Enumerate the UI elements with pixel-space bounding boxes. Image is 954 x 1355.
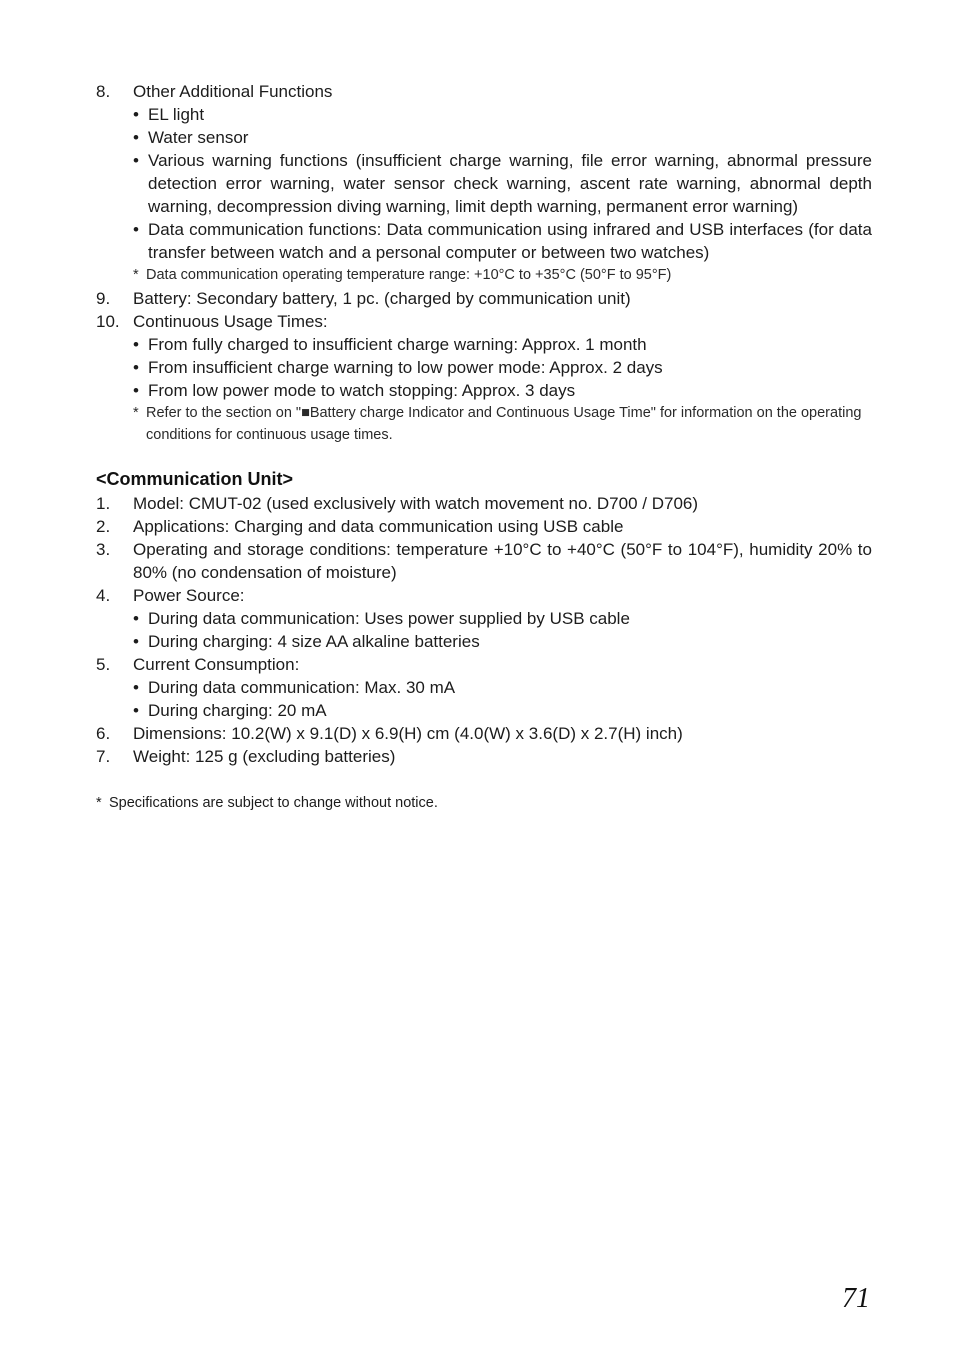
item-text: Dimensions: 10.2(W) x 9.1(D) x 6.9(H) cm (4.0(W) x 3.6(D) x 2.7(H) inch)	[133, 723, 683, 743]
bullet-marker: •	[133, 608, 139, 628]
item-text: Operating and storage conditions: temperature +10°C to +40°C (50°F to 104°F), humidity 20% to 80% (no condensation of moisture)	[133, 539, 872, 582]
section-heading: <Communication Unit>	[96, 468, 294, 489]
bullet-marker: •	[133, 631, 139, 651]
bullet-text: Data communication functions: Data communication using infrared and USB interfaces (for data transfer between watch and a personal computer or between two watches)	[148, 220, 872, 262]
bullet-text: During data communication: Max. 30 mA	[148, 677, 456, 697]
numbered-item	[96, 80, 872, 103]
numbered-item	[96, 745, 872, 768]
bullet-item	[96, 607, 872, 630]
item-number: 2.	[96, 516, 111, 536]
item-text: Battery: Secondary battery, 1 pc. (charged by communication unit)	[133, 288, 631, 308]
item-text: Other Additional Functions	[133, 82, 333, 101]
item-text: Weight: 125 g (excluding batteries)	[133, 746, 396, 766]
bullet-item	[96, 126, 872, 149]
bullet-text: EL light	[148, 105, 205, 124]
item-number: 1.	[96, 493, 111, 513]
item-number: 9.	[96, 288, 111, 308]
bullet-item	[96, 218, 872, 264]
bullet-text: Water sensor	[148, 128, 249, 147]
bullet-marker: •	[133, 220, 139, 239]
item-number: 7.	[96, 746, 111, 766]
bullet-text: Various warning functions (insufficient charge warning, file error warning, abnormal pressure detection error warning, water sensor check warning, ascent rate warning, abnormal depth warning, decompression diving warning, limit depth warning, permanent error warning)	[148, 151, 872, 216]
asterisk-marker: *	[133, 267, 139, 283]
bullet-item	[96, 379, 872, 402]
bullet-item	[96, 103, 872, 126]
numbered-item	[96, 722, 872, 745]
note-text: Data communication operating temperature range: +10°C to +35°C (50°F to 95°F)	[146, 267, 672, 283]
footnote-item	[96, 792, 872, 814]
bullet-text: During charging: 20 mA	[148, 700, 327, 720]
bullet-text: From low power mode to watch stopping: Approx. 3 days	[148, 380, 576, 400]
bullet-item	[96, 630, 872, 653]
bullet-text: During charging: 4 size AA alkaline batteries	[148, 631, 480, 651]
note-item	[96, 402, 872, 447]
item-text: Model: CMUT-02 (used exclusively with watch movement no. D700 / D706)	[133, 493, 699, 513]
bullet-item	[96, 356, 872, 379]
bullet-marker: •	[133, 357, 139, 377]
note-text: Refer to the section on "■Battery charge Indicator and Continuous Usage Time" for information on the operating conditions for continuous usage times.	[146, 404, 862, 443]
numbered-item	[96, 515, 872, 538]
item-number: 8.	[96, 82, 111, 101]
page-number: 71	[842, 1283, 870, 1314]
item-number: 6.	[96, 723, 111, 743]
bullet-text: From insufficient charge warning to low power mode: Approx. 2 days	[148, 357, 663, 377]
document-body	[96, 80, 872, 814]
item-number: 4.	[96, 585, 111, 605]
numbered-item	[96, 287, 872, 310]
bullet-item	[96, 149, 872, 218]
bullet-item	[96, 333, 872, 356]
bullet-text: From fully charged to insufficient charge warning: Approx. 1 month	[148, 334, 647, 354]
item-text: Continuous Usage Times:	[133, 311, 328, 331]
bullet-marker: •	[133, 105, 139, 124]
bullet-marker: •	[133, 334, 139, 354]
note-item	[96, 264, 872, 287]
item-number: 5.	[96, 654, 111, 674]
footnote-text: Specifications are subject to change without notice.	[109, 794, 438, 811]
bullet-marker: •	[133, 677, 139, 697]
bullet-marker: •	[133, 700, 139, 720]
bullet-marker: •	[133, 151, 139, 170]
asterisk-marker: *	[96, 794, 102, 811]
item-text: Current Consumption:	[133, 654, 300, 674]
bullet-marker: •	[133, 128, 139, 147]
item-number: 3.	[96, 539, 111, 559]
numbered-item	[96, 538, 872, 584]
item-text: Applications: Charging and data communication using USB cable	[133, 516, 624, 536]
asterisk-marker: *	[133, 404, 139, 421]
numbered-item	[96, 310, 872, 333]
bullet-marker: •	[133, 380, 139, 400]
numbered-item	[96, 492, 872, 515]
item-text: Power Source:	[133, 585, 245, 605]
item-number: 10.	[96, 311, 120, 331]
bullet-item	[96, 676, 872, 699]
numbered-item	[96, 653, 872, 676]
numbered-item	[96, 584, 872, 607]
bullet-item	[96, 699, 872, 722]
bullet-text: During data communication: Uses power supplied by USB cable	[148, 608, 630, 628]
